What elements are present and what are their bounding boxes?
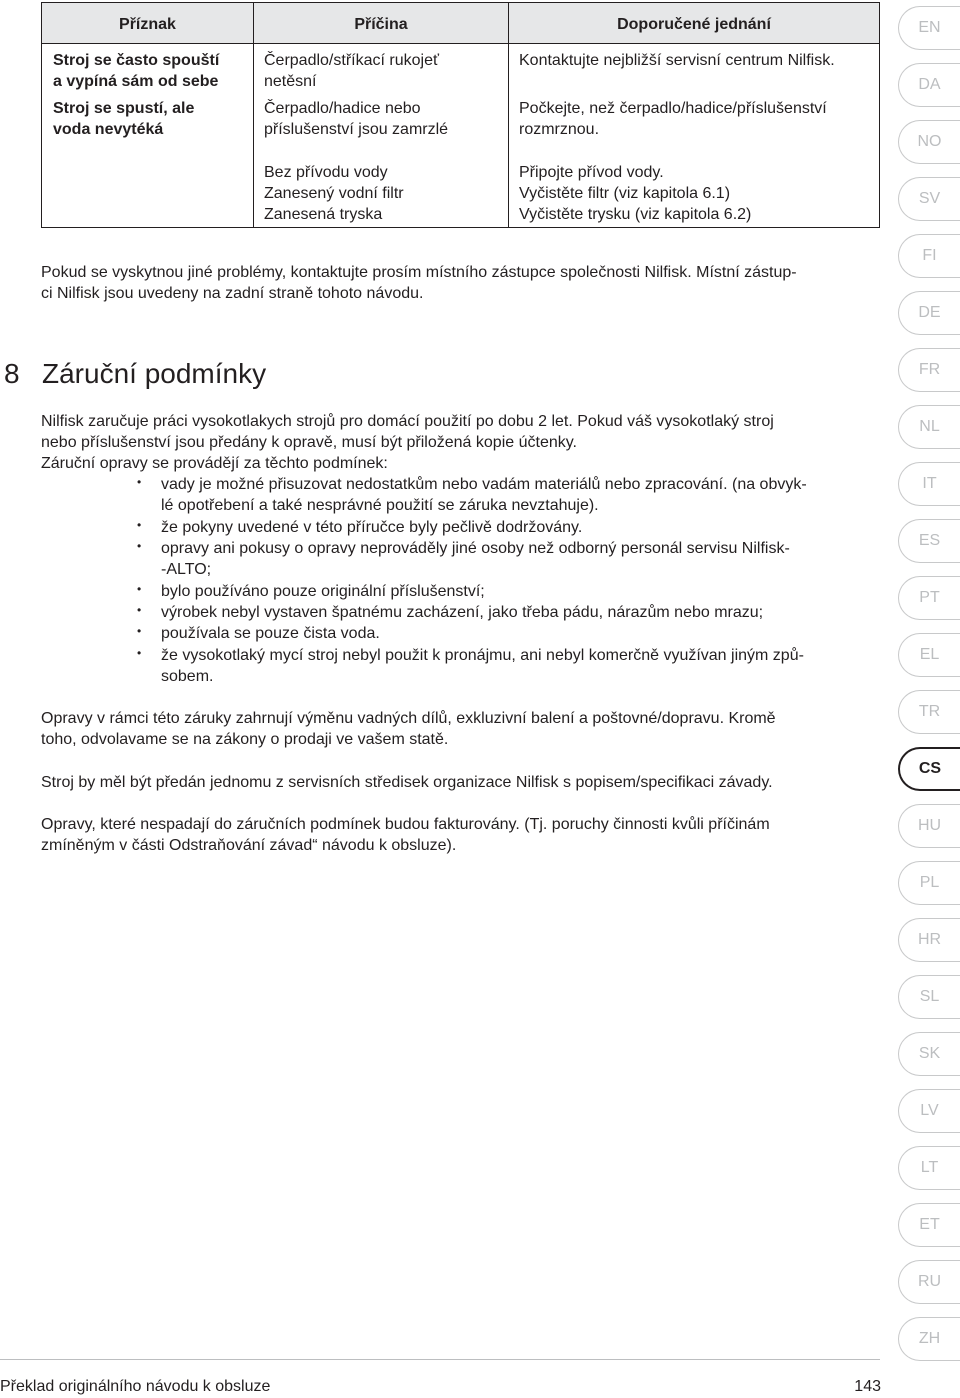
language-tab-es[interactable]: ES — [898, 519, 960, 563]
bullet: • — [137, 603, 142, 617]
intro-paragraph: Pokud se vyskytnou jiné problémy, kontaktujte prosím místního zástupce společnosti Nilfisk. Místní zástup- ci Nilfisk jsou uvedeny na zadní straně tohoto návodu. — [41, 264, 797, 302]
table-cell-symptom: Stroj se často spouští a vypíná sám od sebe — [53, 52, 220, 90]
section-number: 8 — [4, 358, 20, 389]
list-item: opravy ani pokusy o opravy neprováděly jiné osoby než odborný personál servisu Nilfisk- -ALTO; — [161, 540, 790, 578]
section-title: Záruční podmínky — [42, 358, 267, 389]
language-tab-lt[interactable]: LT — [898, 1146, 960, 1190]
list-item: bylo používáno pouze originální příslušenství; — [161, 583, 485, 600]
list-item: používala se pouze čista voda. — [161, 625, 380, 642]
bullet: • — [137, 539, 142, 553]
warranty-intro: Nilfisk zaručuje práci vysokotlakych strojů pro domácí použití po dobu 2 let. Pokud váš vysokotlaký stroj nebo příslušenství jsou předány k opravě, musí být přiložená kopie účtenky. Záruční opravy se provádějí za těchto podmínek: — [41, 413, 774, 472]
language-tab-en[interactable]: EN — [898, 6, 960, 50]
language-tab-cs[interactable]: CS — [898, 747, 960, 791]
repairs-paragraph: Opravy v rámci této záruky zahrnují výměnu vadných dílů, exkluzivní balení a poštovné/dopravu. Kromě toho, odvolavame se na zákony o prodaji ve vašem statě. — [41, 710, 776, 748]
table-cell-action: Kontaktujte nejbližší servisní centrum Nilfisk. — [519, 52, 835, 69]
billing-paragraph: Opravy, které nespadají do záručních podmínek budou fakturovány. (Tj. poruchy činnosti kvůli příčinám zmíněným v části Odstraňování závad“ návodu k obsluze). — [41, 816, 770, 854]
language-tab-et[interactable]: ET — [898, 1203, 960, 1247]
bullet: • — [137, 646, 142, 660]
service-paragraph: Stroj by měl být předán jednomu z servisních středisek organizace Nilfisk s popisem/specifikaci závady. — [41, 774, 773, 791]
language-tab-hr[interactable]: HR — [898, 918, 960, 962]
language-tab-sl[interactable]: SL — [898, 975, 960, 1019]
language-tab-ru[interactable]: RU — [898, 1260, 960, 1304]
column-divider — [253, 3, 254, 227]
list-item: že vysokotlaký mycí stroj nebyl použit k pronájmu, ani nebyl komerčně využívan jiným způ- sobem. — [161, 647, 804, 685]
list-item: vady je možné přisuzovat nedostatkům nebo vadám materiálů nebo zpracování. (na obvyk- lé opotřebení a také nesprávné použití se záruka nevztahuje). — [161, 476, 807, 514]
language-tab-tr[interactable]: TR — [898, 690, 960, 734]
footer-divider — [0, 1359, 880, 1360]
language-tab-sk[interactable]: SK — [898, 1032, 960, 1076]
language-tab-da[interactable]: DA — [898, 63, 960, 107]
language-tab-fr[interactable]: FR — [898, 348, 960, 392]
bullet: • — [137, 624, 142, 638]
bullet: • — [137, 475, 142, 489]
column-divider — [508, 3, 509, 227]
language-tab-el[interactable]: EL — [898, 633, 960, 677]
language-tab-de[interactable]: DE — [898, 291, 960, 335]
language-tab-lv[interactable]: LV — [898, 1089, 960, 1133]
language-tab-sv[interactable]: SV — [898, 177, 960, 221]
language-tab-pt[interactable]: PT — [898, 576, 960, 620]
table-cell-cause: Čerpadlo/hadice nebo příslušenství jsou zamrzlé — [264, 100, 449, 138]
table-cell-action: Počkejte, než čerpadlo/hadice/příslušenství rozmrznou. — [519, 100, 827, 138]
table-cell-cause: Čerpadlo/stříkací rukojeť netěsní — [264, 52, 439, 90]
list-item: výrobek nebyl vystaven špatnému zacházení, jako třeba pádu, nárazům nebo mrazu; — [161, 604, 764, 621]
language-tab-no[interactable]: NO — [898, 120, 960, 164]
page-number: 143 — [854, 1378, 881, 1395]
header-action: Doporučené jednání — [617, 16, 771, 33]
bullet: • — [137, 518, 142, 532]
language-tab-fi[interactable]: FI — [898, 234, 960, 278]
language-tab-nl[interactable]: NL — [898, 405, 960, 449]
header-cause: Příčina — [354, 16, 408, 33]
table-cell-action: Připojte přívod vody. Vyčistěte filtr (viz kapitola 6.1) Vyčistěte trysku (viz kapitola 6.2) — [519, 164, 752, 223]
troubleshooting-table — [41, 2, 880, 228]
table-cell-cause: Bez přívodu vody Zanesený vodní filtr Zanesená tryska — [264, 164, 404, 223]
language-tab-zh[interactable]: ZH — [898, 1317, 960, 1361]
list-item: že pokyny uvedené v této příručce byly pečlivě dodržovány. — [161, 519, 583, 536]
language-tab-it[interactable]: IT — [898, 462, 960, 506]
table-cell-symptom: Stroj se spustí, ale voda nevytéká — [53, 100, 195, 138]
language-tab-pl[interactable]: PL — [898, 861, 960, 905]
header-symptom: Příznak — [119, 16, 176, 33]
language-tab-hu[interactable]: HU — [898, 804, 960, 848]
bullet: • — [137, 582, 142, 596]
footer-title: Překlad originálního návodu k obsluze — [0, 1378, 271, 1395]
